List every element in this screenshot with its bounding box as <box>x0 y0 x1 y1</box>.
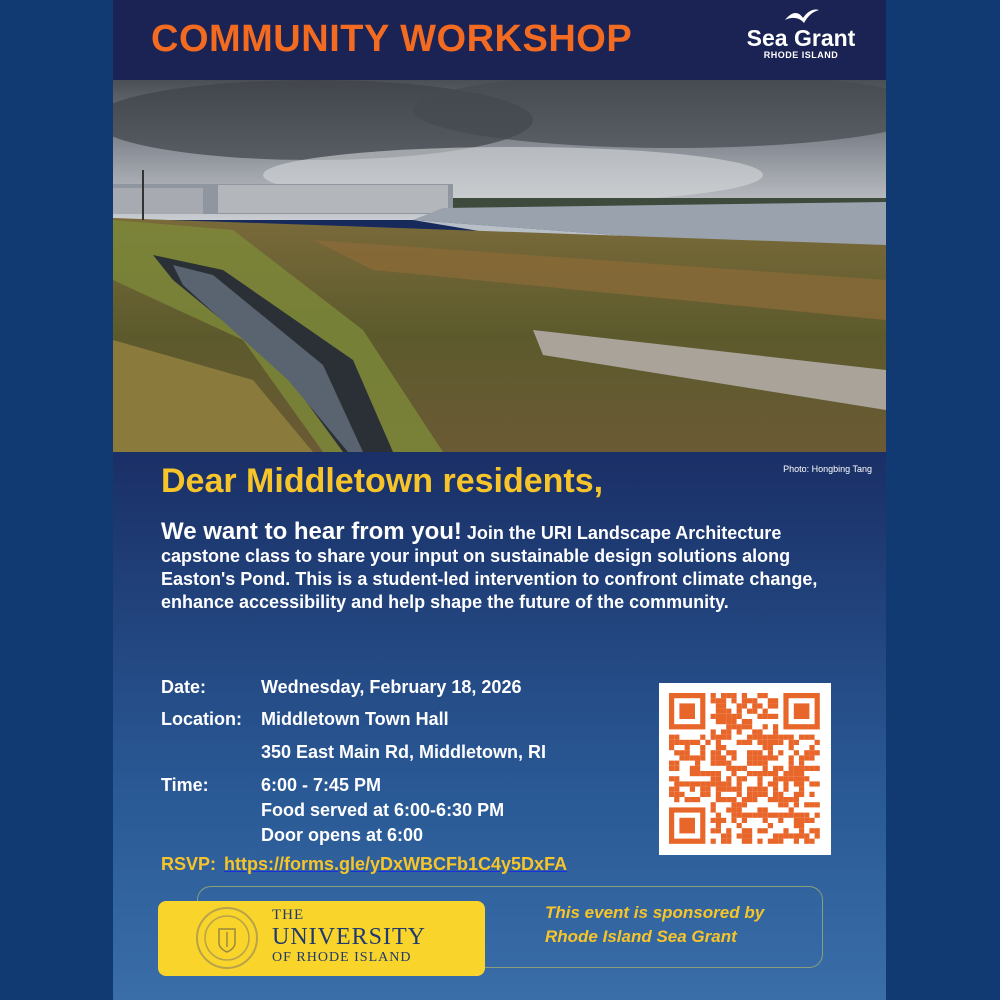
time-value: 6:00 - 7:45 PM <box>261 775 382 795</box>
door-value: Door opens at 6:00 <box>261 825 424 845</box>
intro-paragraph <box>161 520 841 614</box>
location-label: Location: <box>161 709 242 729</box>
logo-name: Sea Grant <box>746 25 856 51</box>
rsvp-qr-code[interactable] <box>659 683 831 855</box>
sponsor-text: This event is sponsored by Rhode Island Sea Grant <box>545 903 765 946</box>
intro-body: Join the URI Landscape Architecture capstone class to share your input on sustainable design solutions along Easton's Pond. This is a student-led intervention to confront climate change, enhance accessibility and help shape the future of the community. <box>161 523 818 612</box>
qr-code-icon <box>659 683 831 855</box>
uri-wordmark <box>272 907 426 966</box>
location-value: Middletown Town Hall <box>261 709 449 729</box>
bird-icon <box>781 6 821 26</box>
greeting-heading: Dear Middletown residents, <box>161 462 604 500</box>
date-value: Wednesday, February 18, 2026 <box>261 677 522 697</box>
header-bar <box>113 0 886 80</box>
uri-seal-icon <box>194 905 260 971</box>
logo-subtitle: RHODE ISLAND <box>763 50 839 60</box>
flyer <box>113 0 886 1000</box>
uri-line2: UNIVERSITY <box>272 924 426 950</box>
uri-logo <box>158 901 485 976</box>
photo-credit: Photo: Hongbing Tang <box>783 464 872 474</box>
pond-photo <box>113 80 886 452</box>
address-value: 350 East Main Rd, Middletown, RI <box>261 742 547 762</box>
uri-line3: OF RHODE ISLAND <box>272 950 412 965</box>
page-title: COMMUNITY WORKSHOP <box>151 18 633 60</box>
food-value: Food served at 6:00-6:30 PM <box>261 800 505 820</box>
rsvp-line <box>161 854 567 875</box>
uri-line1: THE <box>272 907 305 923</box>
intro-lead: We want to hear from you! <box>161 518 462 545</box>
date-label: Date: <box>161 677 207 697</box>
rsvp-label: RSVP: <box>161 854 217 874</box>
rsvp-link[interactable]: https://forms.gle/yDxWBCFb1C4y5DxFA <box>224 854 568 874</box>
sea-grant-logo <box>731 6 871 72</box>
time-label: Time: <box>161 775 209 795</box>
